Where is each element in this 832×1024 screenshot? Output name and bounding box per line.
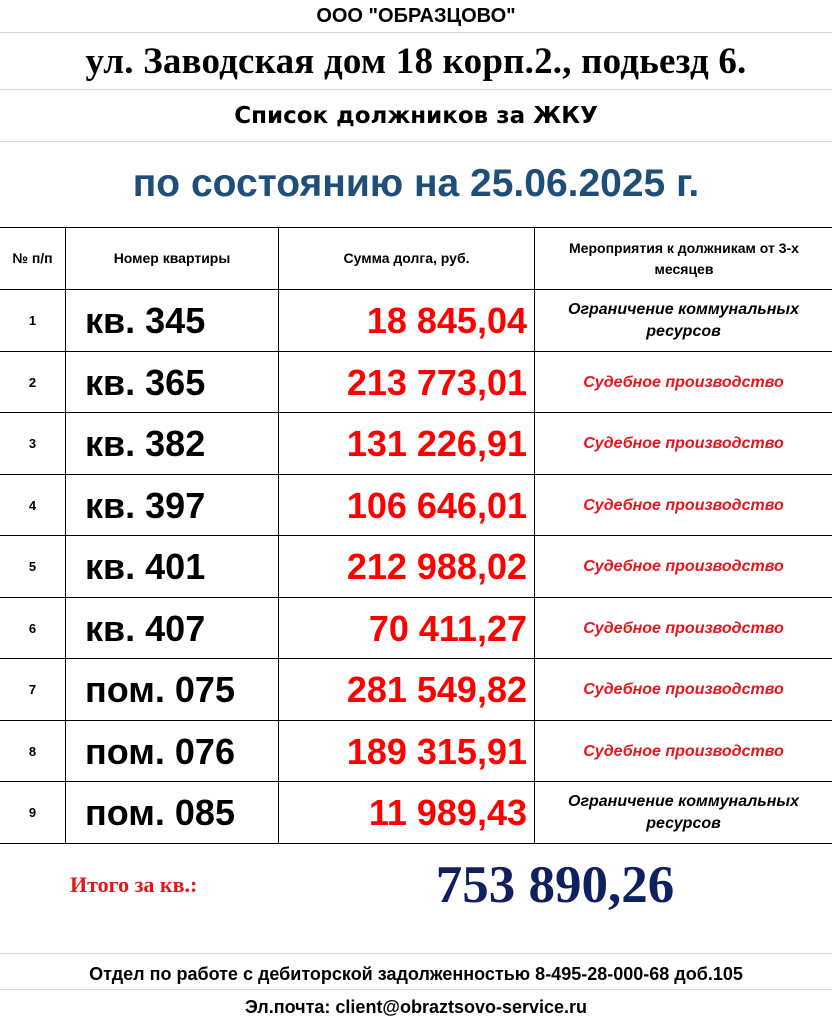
gridline bbox=[0, 953, 832, 954]
total-label: Итого за кв.: bbox=[70, 872, 198, 897]
debtor-action: Судебное производство bbox=[583, 373, 784, 391]
apartment-number: кв. 401 bbox=[85, 545, 206, 587]
document-subtitle: Список должников за ЖКУ bbox=[234, 103, 598, 129]
apartment-number: пом. 075 bbox=[85, 668, 235, 710]
debt-amount: 212 988,02 bbox=[346, 545, 527, 587]
apartment-number: кв. 365 bbox=[85, 361, 206, 403]
row-number: 6 bbox=[28, 621, 37, 636]
column-header-debt: Сумма долга, руб. bbox=[343, 250, 470, 266]
apartment-number: кв. 407 bbox=[85, 607, 206, 649]
row-number: 7 bbox=[28, 682, 37, 697]
debtor-action: Судебное производство bbox=[583, 680, 784, 698]
debtor-action: Судебное производство bbox=[583, 434, 784, 452]
debtor-action: Ограничение коммунальных ресурсов bbox=[568, 792, 799, 832]
debt-amount: 70 411,27 bbox=[368, 607, 527, 649]
debt-amount: 106 646,01 bbox=[346, 484, 527, 526]
department-contact: Отдел по работе с дебиторской задолженностью 8-495-28-000-68 доб.105 bbox=[89, 963, 743, 984]
row-number: 3 bbox=[28, 436, 37, 451]
column-header-number: № п/п bbox=[12, 250, 53, 266]
debtor-action: Судебное производство bbox=[583, 742, 784, 760]
column-header-apartment: Номер квартиры bbox=[113, 250, 231, 266]
row-number: 1 bbox=[28, 313, 37, 328]
organization-name: ООО "ОБРАЗЦОВО" bbox=[316, 5, 516, 27]
debtor-action: Ограничение коммунальных ресурсов bbox=[568, 300, 799, 340]
debt-amount: 189 315,91 bbox=[346, 730, 527, 772]
debt-amount: 281 549,82 bbox=[346, 668, 527, 710]
row-number: 8 bbox=[28, 744, 37, 759]
apartment-number: пом. 076 bbox=[85, 730, 235, 772]
row-number: 4 bbox=[28, 498, 37, 513]
apartment-number: кв. 382 bbox=[85, 422, 206, 464]
debt-amount: 11 989,43 bbox=[368, 791, 527, 833]
as-of-date: по состоянию на 25.06.2025 г. bbox=[132, 162, 700, 205]
email-contact: Эл.почта: client@obraztsovo-service.ru bbox=[244, 996, 588, 1017]
apartment-number: кв. 345 bbox=[85, 299, 206, 341]
debtor-action: Судебное производство bbox=[583, 619, 784, 637]
column-header-actions: Мероприятия к должникам от 3-х месяцев bbox=[569, 239, 799, 277]
row-number: 9 bbox=[28, 805, 37, 820]
address-title: ул. Заводская дом 18 корп.2., подьезд 6. bbox=[85, 41, 747, 82]
debt-amount: 213 773,01 bbox=[346, 361, 527, 403]
table-row-border bbox=[0, 843, 832, 844]
debt-amount: 18 845,04 bbox=[366, 299, 527, 341]
debt-amount: 131 226,91 bbox=[346, 422, 527, 464]
debtor-action: Судебное производство bbox=[583, 557, 784, 575]
apartment-number: кв. 397 bbox=[85, 484, 206, 526]
apartment-number: пом. 085 bbox=[85, 791, 235, 833]
debtor-action: Судебное производство bbox=[583, 496, 784, 514]
total-value: 753 890,26 bbox=[435, 856, 675, 914]
row-number: 2 bbox=[28, 375, 37, 390]
row-number: 5 bbox=[28, 559, 37, 574]
